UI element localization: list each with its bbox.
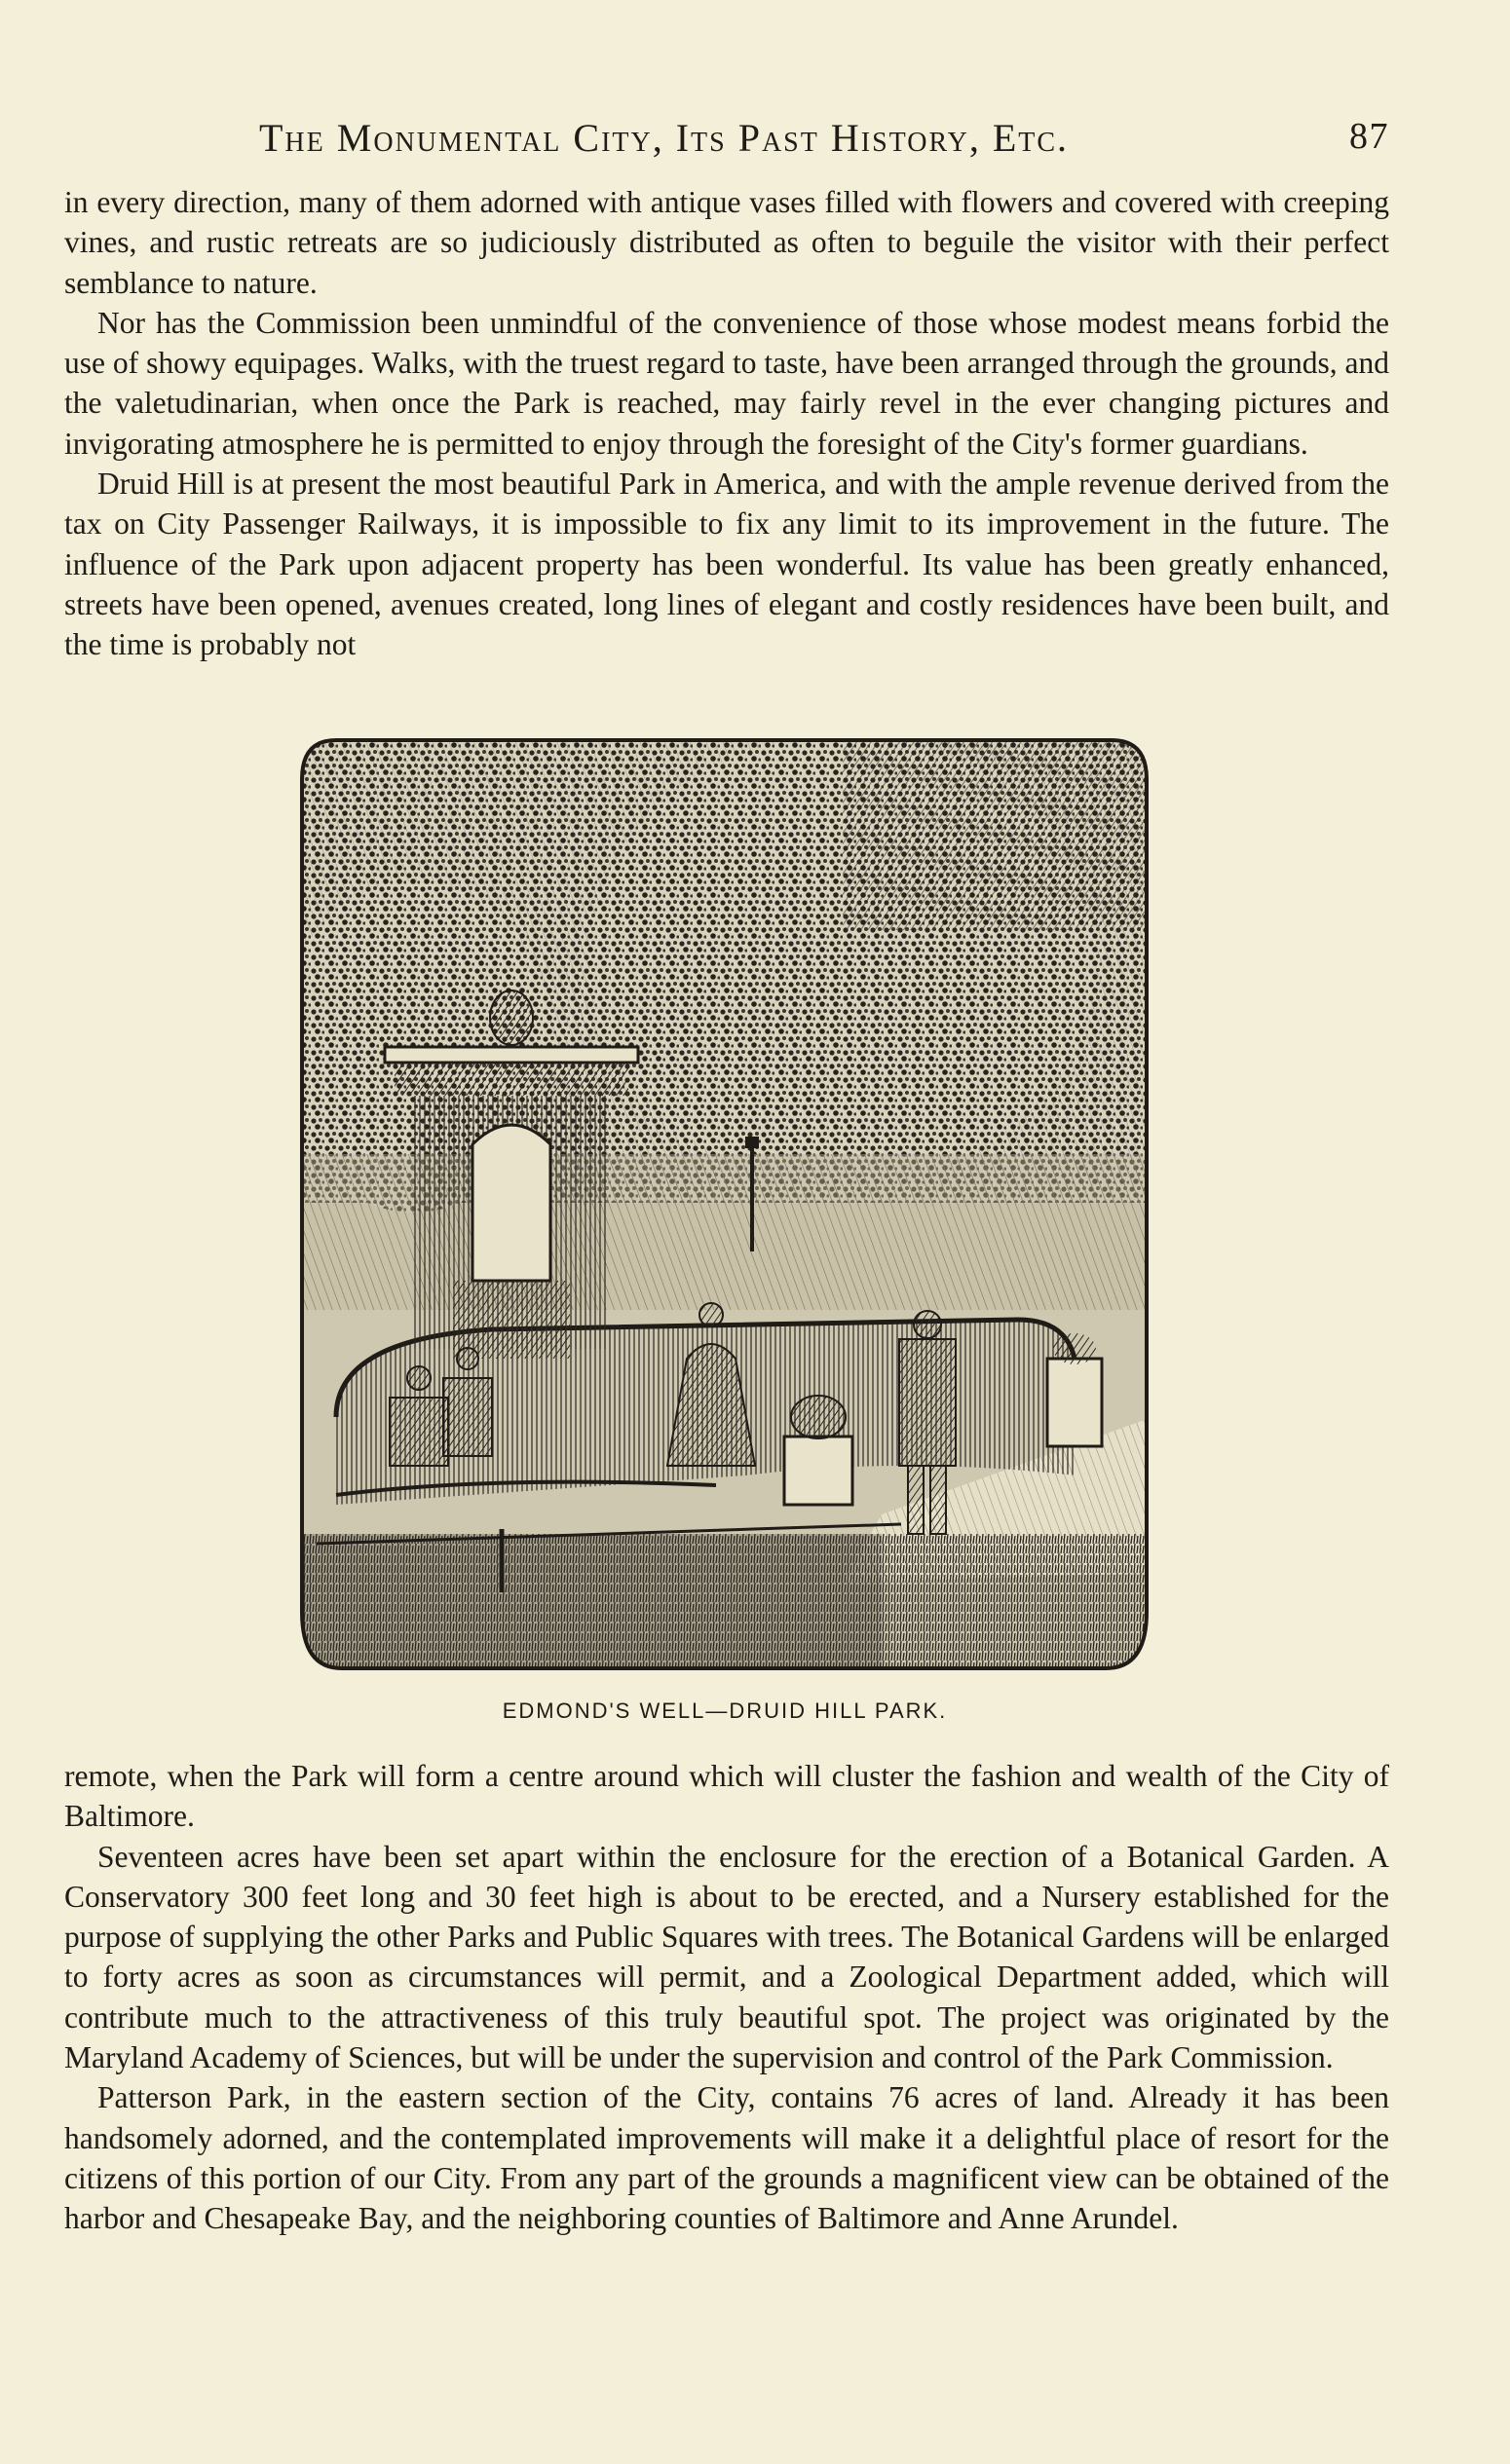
text-block-bottom bbox=[64, 1756, 1389, 2239]
running-title: The Monumental City, Its Past History, Etc. bbox=[259, 116, 1070, 160]
engraving-edmonds-well bbox=[297, 735, 1152, 1676]
paragraph: Seventeen acres have been set apart within the enclosure for the erection of a Botanical Garden. A Conservatory 300 feet long and 30 feet high is about to be erected, and a Nursery established for the purpose of supplying the other Parks and Public Squares with trees. The Botanical Gardens will be enlarged to forty acres as soon as circumstances will permit, and a Zoological Department added, which will contribute much to the attractiveness of this truly beautiful spot. The project was originated by the Maryland Academy of Sciences, but will be under the supervision and control of the Park Commission. bbox=[64, 1839, 1389, 2075]
paragraph-continued: in every direction, many of them adorned with antique vases filled with flowers and covered with creeping vines, and rustic retreats are so judiciously distributed as often to beguile the visitor with their perfect semblance to nature. bbox=[64, 185, 1389, 300]
paragraph: Nor has the Commission been unmindful of the convenience of those whose modest means forbid the use of showy equipages. Walks, with the truest regard to taste, have been arranged through the grounds, and the valetudinarian, when once the Park is reached, may fairly revel in the ever changing pictures and invigorating atmosphere he is permitted to enjoy through the foresight of the City's former guardians. bbox=[64, 305, 1389, 461]
running-head bbox=[64, 115, 1389, 173]
paragraph: Druid Hill is at present the most beautiful Park in America, and with the ample revenue derived from the tax on City Passenger Railways, it is impossible to fix any limit to its improvement in the future. The influence of the Park upon adjacent property has been wonderful. Its value has been greatly enhanced, streets have been opened, avenues created, long lines of elegant and costly residences have been built, and the time is probably not bbox=[64, 467, 1389, 662]
page-number: 87 bbox=[1349, 116, 1389, 157]
text-block-top bbox=[64, 182, 1389, 665]
paragraph-continued: remote, when the Park will form a centre around which will cluster the fashion and wealth of the City of Baltimore. bbox=[64, 1759, 1389, 1834]
figure-caption: EDMOND'S WELL—DRUID HILL PARK. bbox=[502, 1699, 948, 1723]
paragraph: Patterson Park, in the eastern section of the City, contains 76 acres of land. Already it has been handsomely adorned, and the contemplated improvements will make it a delightful place of resort for the citizens of this portion of our City. From any part of the grounds a magnificent view can be obtained of the harbor and Chesapeake Bay, and the neighboring counties of Baltimore and Anne Arundel. bbox=[64, 2080, 1389, 2236]
